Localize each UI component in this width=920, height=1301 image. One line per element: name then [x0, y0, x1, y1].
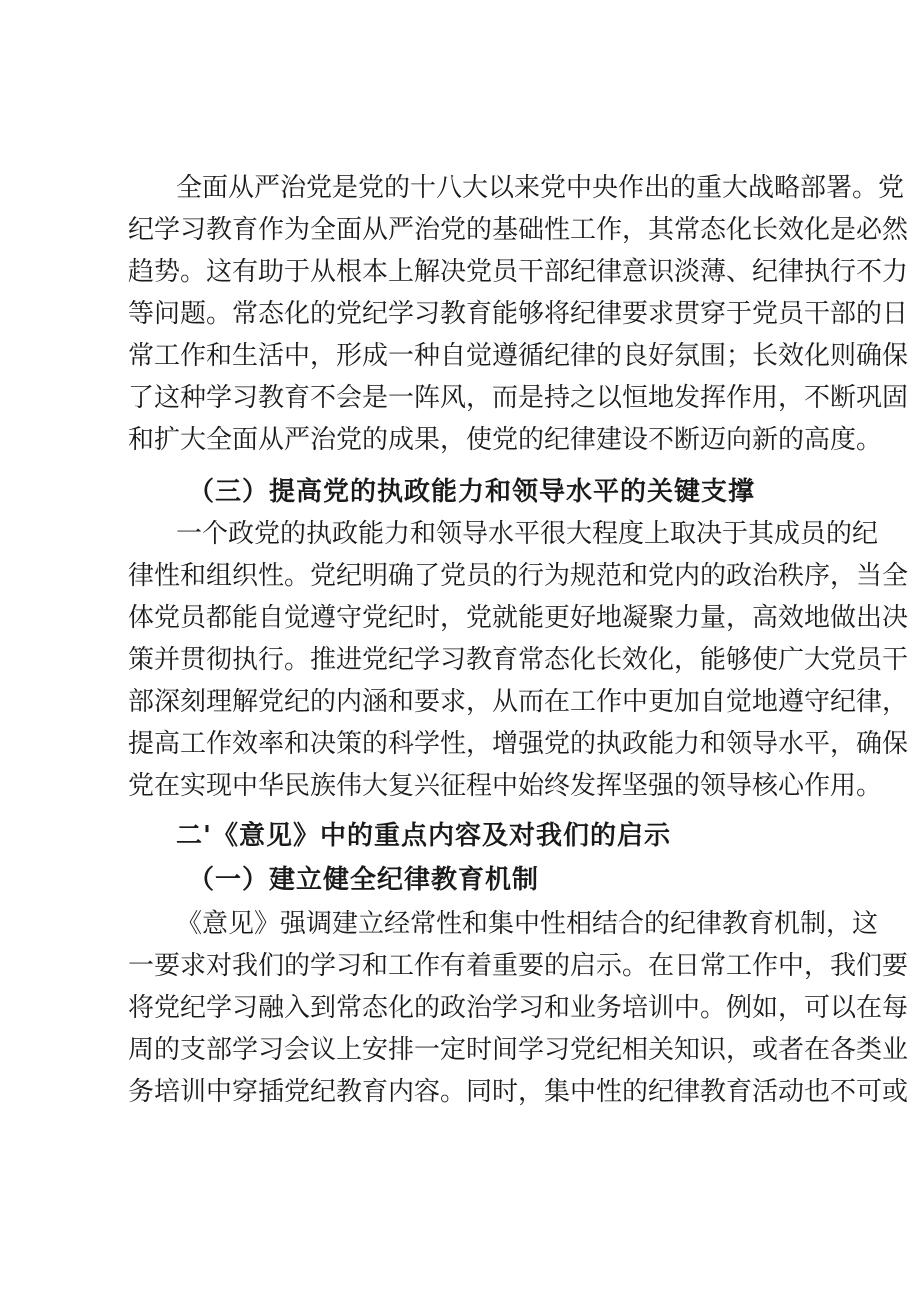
para1-line-2: 纪学习教育作为全面从严治党的基础性工作，其常态化长效化是必然 — [128, 215, 909, 245]
para2-line-7: 党在实现中华民族伟大复兴征程中始终发挥坚强的领导核心作用。 — [128, 771, 883, 801]
para2-line-6: 提高工作效率和决策的科学性，增强党的执政能力和领导水平，确保 — [128, 729, 909, 759]
para2-line-5: 部深刻理解党纪的内涵和要求，从而在工作中更加自觉地遵守纪律， — [128, 687, 909, 717]
chapter-heading-2: 二'《意见》中的重点内容及对我们的启示 — [176, 821, 671, 851]
para2-line-3: 体党员都能自觉遵守党纪时，党就能更好地凝聚力量，高效地做出决 — [128, 603, 909, 633]
section-heading-1: （一）建立健全纪律教育机制 — [188, 865, 540, 895]
para3-line-5: 务培训中穿插党纪教育内容。同时，集中性的纪律教育活动也不可或 — [128, 1077, 909, 1107]
para2-line-2: 律性和组织性。党纪明确了党员的行为规范和党内的政治秩序，当全 — [128, 561, 909, 591]
para1-line-6: 了这种学习教育不会是一阵风，而是持之以恒地发挥作用，不断巩固 — [128, 383, 909, 413]
para1-line-5: 常工作和生活中，形成一种自觉遵循纪律的良好氛围；长效化则确保 — [128, 341, 909, 371]
para1-line-4: 等问题。常态化的党纪学习教育能够将纪律要求贯穿于党员干部的日 — [128, 299, 909, 329]
para2-line-4: 策并贯彻执行。推进党纪学习教育常态化长效化，能够使广大党员干 — [128, 645, 909, 675]
para1-line-1: 全面从严治党是党的十八大以来党中央作出的重大战略部署。党 — [176, 173, 905, 203]
para2-line-1: 一个政党的执政能力和领导水平很大程度上取决于其成员的纪 — [176, 519, 879, 549]
para3-line-3: 将党纪学习融入到常态化的政治学习和业务培训中。例如，可以在每 — [128, 993, 909, 1023]
para1-line-7: 和扩大全面从严治党的成果，使党的纪律建设不断迈向新的高度。 — [128, 425, 883, 455]
para3-line-4: 周的支部学习会议上安排一定时间学习党纪相关知识，或者在各类业 — [128, 1035, 909, 1065]
para1-line-3: 趋势。这有助于从根本上解决党员干部纪律意识淡薄、纪律执行不力 — [128, 257, 909, 287]
para3-line-2: 一要求对我们的学习和工作有着重要的启示。在日常工作中，我们要 — [128, 951, 909, 981]
section-heading-3: （三）提高党的执政能力和领导水平的关键支撑 — [188, 477, 756, 507]
para3-line-1: 《意见》强调建立经常性和集中性相结合的纪律教育机制，这 — [176, 909, 879, 939]
